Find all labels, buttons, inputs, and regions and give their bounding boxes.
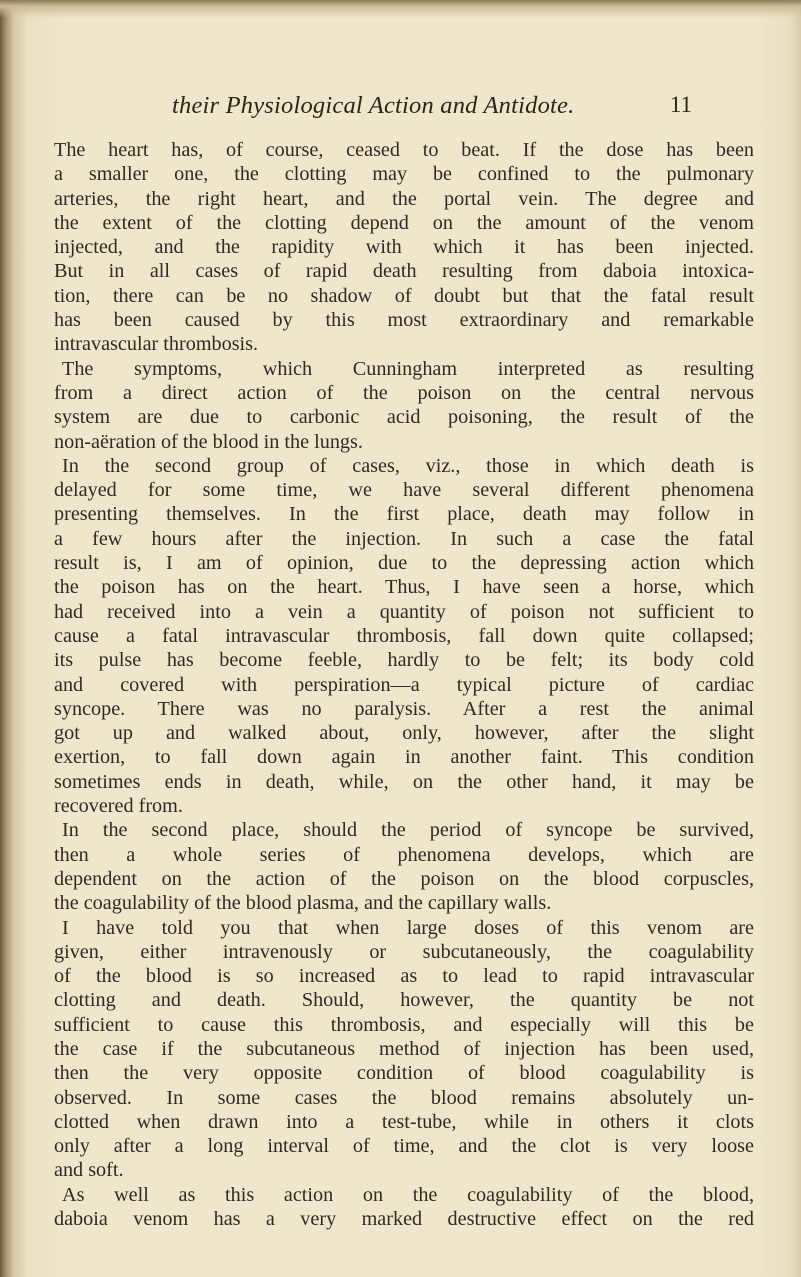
text-line: As well as this action on the coagulability of the blood, <box>62 1183 754 1206</box>
text-line: the extent of the clotting depend on the amount of the venom <box>54 211 754 234</box>
text-line: In the second group of cases, viz., those in which death is <box>62 454 754 477</box>
text-line: syncope. There was no paralysis. After a rest the animal <box>54 697 754 720</box>
text-line: In the second place, should the period of syncope be survived, <box>62 819 754 842</box>
text-line: only after a long interval of time, and the clot is very loose <box>54 1135 754 1158</box>
text-line: the case if the subcutaneous method of injection has been used, <box>54 1037 754 1060</box>
text-line: The symptoms, which Cunningham interpreted as resulting <box>62 357 754 380</box>
page-number: 11 <box>669 92 692 117</box>
text-line: has been caused by this most extraordinary and remarkable <box>54 309 754 332</box>
text-line: its pulse has become feeble, hardly to be felt; its body cold <box>54 649 754 672</box>
text-line: exertion, to fall down again in another faint. This condition <box>54 746 754 769</box>
text-line: and covered with perspiration—a typical picture of cardiac <box>54 673 754 696</box>
text-line: intravascular thrombosis. <box>54 333 259 356</box>
text-line: daboia venom has a very marked destructive effect on the red <box>54 1208 754 1231</box>
text-line: recovered from. <box>54 795 183 818</box>
text-line: the poison has on the heart. Thus, I have seen a horse, which <box>54 576 754 599</box>
text-line: result is, I am of opinion, due to the depressing action which <box>54 552 754 575</box>
text-line: then a whole series of phenomena develops, which are <box>54 843 754 866</box>
text-line: a smaller one, the clotting may be confined to the pulmonary <box>54 163 754 186</box>
text-line: got up and walked about, only, however, after the slight <box>54 722 754 745</box>
running-title: their Physiological Action and Antidote. <box>172 92 575 119</box>
text-line: dependent on the action of the poison on the blood corpuscles, <box>54 867 754 890</box>
text-line: I have told you that when large doses of this venom are <box>62 916 754 939</box>
text-line: clotting and death. Should, however, the quantity be not <box>54 989 754 1012</box>
text-line: the coagulability of the blood plasma, and the capillary walls. <box>54 892 552 915</box>
text-line: The heart has, of course, ceased to beat. If the dose has been <box>54 139 754 161</box>
text-line: tion, there can be no shadow of doubt but that the fatal result <box>54 284 754 307</box>
text-line: from a direct action of the poison on the central nervous <box>54 381 754 404</box>
text-line: injected, and the rapidity with which it has been injected. <box>54 236 754 259</box>
page-edge-shadow <box>0 0 801 18</box>
text-line: arteries, the right heart, and the portal vein. The degree and <box>54 187 754 210</box>
text-line: delayed for some time, we have several different phenomena <box>54 479 754 502</box>
text-line: presenting themselves. In the first place, death may follow in <box>54 503 754 526</box>
text-line: sufficient to cause this thrombosis, and especially will this be <box>54 1013 754 1036</box>
text-line: sometimes ends in death, while, on the other hand, it may be <box>54 770 754 793</box>
text-line: cause a fatal intravascular thrombosis, fall down quite collapsed; <box>54 624 754 647</box>
text-line: observed. In some cases the blood remains absolutely un- <box>54 1086 754 1109</box>
text-line: and soft. <box>54 1159 124 1182</box>
text-line: a few hours after the injection. In such a case the fatal <box>54 527 754 550</box>
text-line: given, either intravenously or subcutaneously, the coagulability <box>54 940 754 963</box>
text-line: clotted when drawn into a test-tube, while in others it clots <box>54 1110 754 1133</box>
page-header <box>172 92 692 126</box>
text-line: then the very opposite condition of blood coagulability is <box>54 1062 754 1085</box>
text-line: system are due to carbonic acid poisoning, the result of the <box>54 406 754 429</box>
text-line: But in all cases of rapid death resulting from daboia intoxica- <box>54 260 754 283</box>
text-line: of the blood is so increased as to lead to rapid intravascular <box>54 965 754 988</box>
text-line: had received into a vein a quantity of poison not sufficient to <box>54 600 754 623</box>
body-text <box>54 138 754 1231</box>
text-line: non-aëration of the blood in the lungs. <box>54 430 363 453</box>
